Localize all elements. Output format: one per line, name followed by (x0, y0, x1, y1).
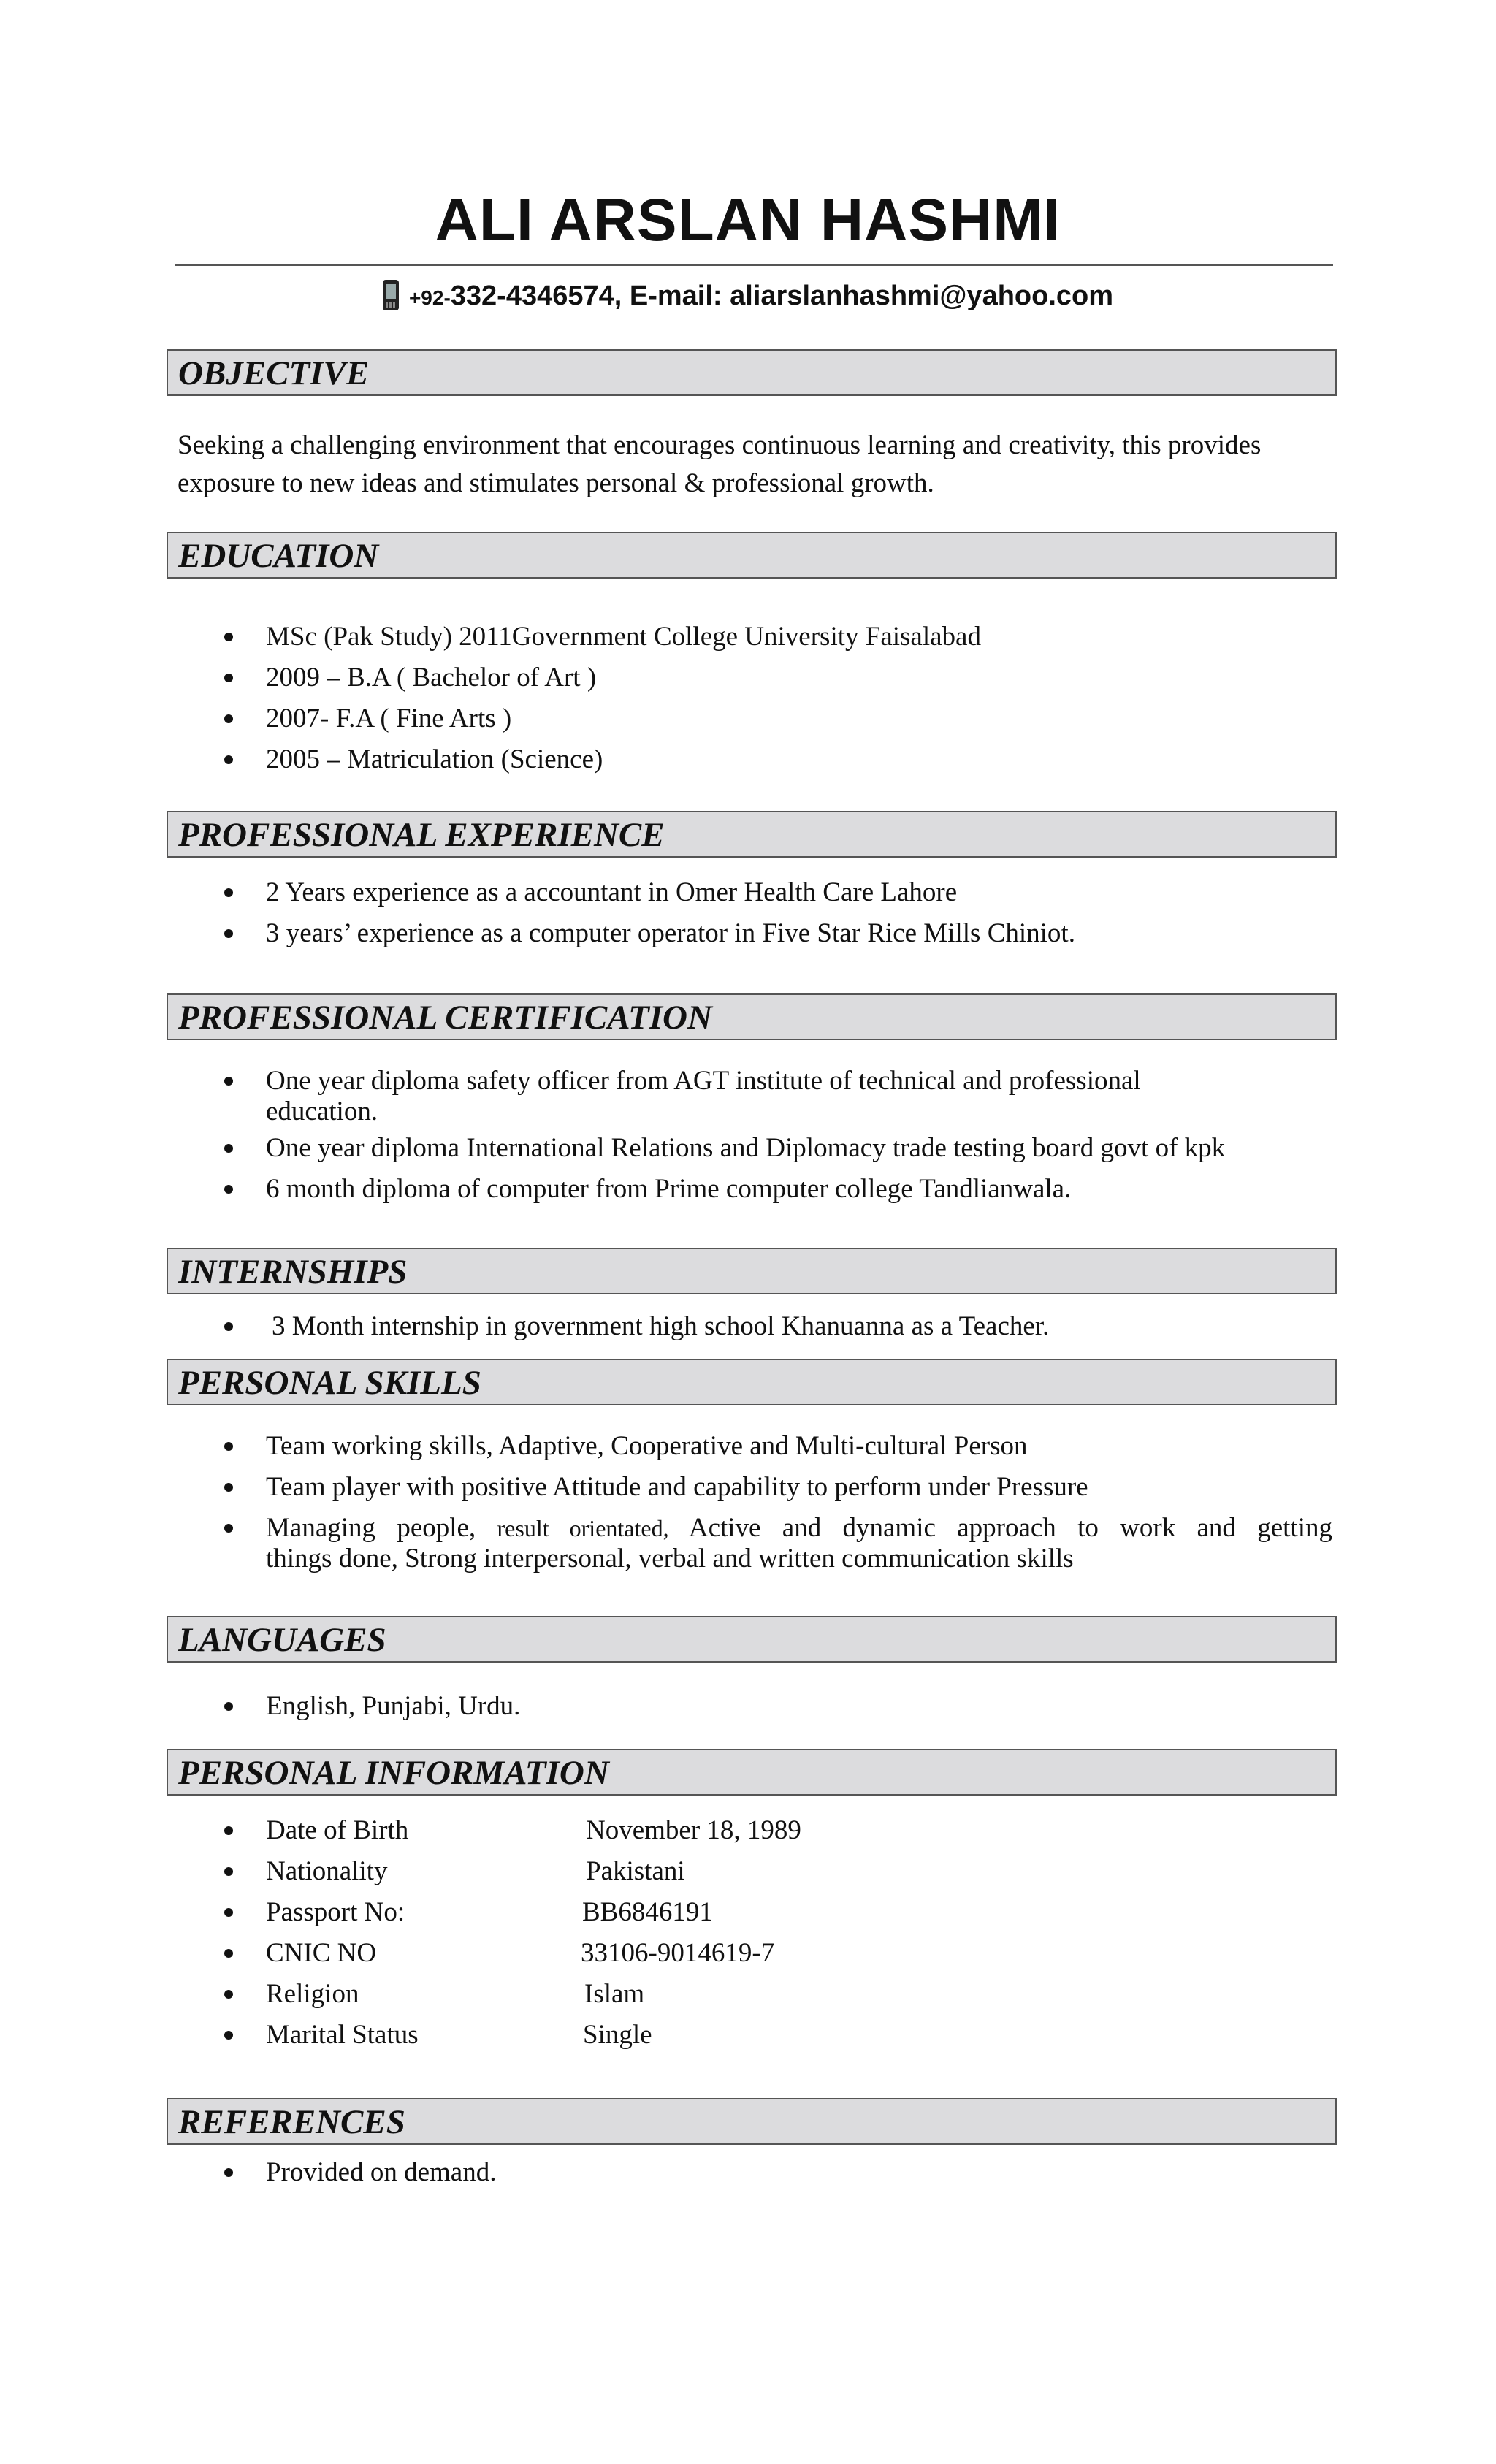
contact-line (0, 280, 1496, 312)
info-label: Religion (266, 1979, 359, 2009)
info-value: BB6846191 (582, 1897, 713, 1927)
education-list (0, 617, 1332, 780)
section-heading-education: EDUCATION (167, 532, 1337, 579)
certification-line-continued: education. (266, 1096, 378, 1126)
section-heading-experience: PROFESSIONAL EXPERIENCE (167, 811, 1337, 858)
list-item (0, 1892, 1332, 1933)
certification-list (0, 1061, 1332, 1210)
list-item (0, 1810, 1332, 1851)
info-value: 33106-9014619-7 (581, 1938, 775, 1968)
mobile-phone-icon (383, 280, 399, 310)
objective-text: Seeking a challenging environment that encourages continuous learning and creativity, this provides exposure to new ideas and stimulates personal & professional growth. (178, 430, 1262, 498)
info-value: November 18, 1989 (586, 1815, 801, 1845)
info-label: CNIC NO (266, 1938, 377, 1968)
skills-list (0, 1426, 1332, 1575)
header-divider (175, 264, 1333, 266)
contact-text: 332-4346574, E-mail: aliarslanhashmi@yahoo.com (450, 281, 1114, 311)
info-label: Nationality (266, 1856, 388, 1886)
skills-text-small: result orientated, (497, 1515, 669, 1541)
list-item: 3 years’ experience as a computer operator in Five Star Rice Mills Chiniot. (0, 913, 1332, 954)
languages-list (0, 1686, 1332, 1727)
experience-list (0, 872, 1332, 954)
certification-line: One year diploma safety officer from AGT institute of technical and professional (266, 1066, 1141, 1096)
list-item: 2007- F.A ( Fine Arts ) (0, 698, 1332, 739)
info-value: Single (583, 2020, 652, 2050)
list-item (0, 2015, 1332, 2056)
list-item (0, 1933, 1332, 1974)
list-item: 3 Month internship in government high school Khanuanna as a Teacher. (0, 1306, 1338, 1347)
internships-list (0, 1306, 1338, 1347)
list-item: English, Punjabi, Urdu. (0, 1686, 1332, 1727)
skills-text: Managing people, (266, 1513, 497, 1543)
section-heading-internships: INTERNSHIPS (167, 1248, 1337, 1294)
list-item: 2 Years experience as a accountant in Omer Health Care Lahore (0, 872, 1332, 913)
section-heading-languages: LANGUAGES (167, 1616, 1337, 1663)
list-item (0, 1851, 1332, 1892)
section-heading-objective: OBJECTIVE (167, 349, 1337, 396)
section-heading-certification: PROFESSIONAL CERTIFICATION (167, 993, 1337, 1040)
list-item: 6 month diploma of computer from Prime computer college Tandlianwala. (0, 1169, 1332, 1210)
phone-prefix: +92- (408, 286, 451, 309)
list-item: 2005 – Matriculation (Science) (0, 739, 1332, 780)
candidate-name: ALI ARSLAN HASHMI (435, 187, 1061, 253)
references-list (0, 2152, 1332, 2193)
list-item (0, 1061, 1332, 1128)
list-item: Team working skills, Adaptive, Cooperative and Multi-cultural Person (0, 1426, 1332, 1467)
section-heading-skills: PERSONAL SKILLS (167, 1359, 1337, 1405)
list-item (0, 1508, 1332, 1575)
skills-line-continued: things done, Strong interpersonal, verbal and written communication skills (266, 1544, 1074, 1574)
skills-text: Active and dynamic approach to work and getting (668, 1513, 1332, 1543)
info-label: Passport No: (266, 1897, 405, 1927)
info-value: Pakistani (586, 1856, 685, 1886)
list-item: Provided on demand. (0, 2152, 1332, 2193)
list-item (0, 1974, 1332, 2015)
info-label: Marital Status (266, 2020, 419, 2050)
personal-information-list (0, 1810, 1332, 2056)
list-item: 2009 – B.A ( Bachelor of Art ) (0, 657, 1332, 698)
list-item: Team player with positive Attitude and capability to perform under Pressure (0, 1467, 1332, 1508)
section-heading-personal-information: PERSONAL INFORMATION (167, 1749, 1337, 1796)
list-item: MSc (Pak Study) 2011Government College University Faisalabad (0, 617, 1332, 657)
info-value: Islam (584, 1979, 645, 2009)
info-label: Date of Birth (266, 1815, 409, 1845)
list-item: One year diploma International Relations and Diplomacy trade testing board govt of kpk (0, 1128, 1332, 1169)
section-heading-references: REFERENCES (167, 2098, 1337, 2145)
